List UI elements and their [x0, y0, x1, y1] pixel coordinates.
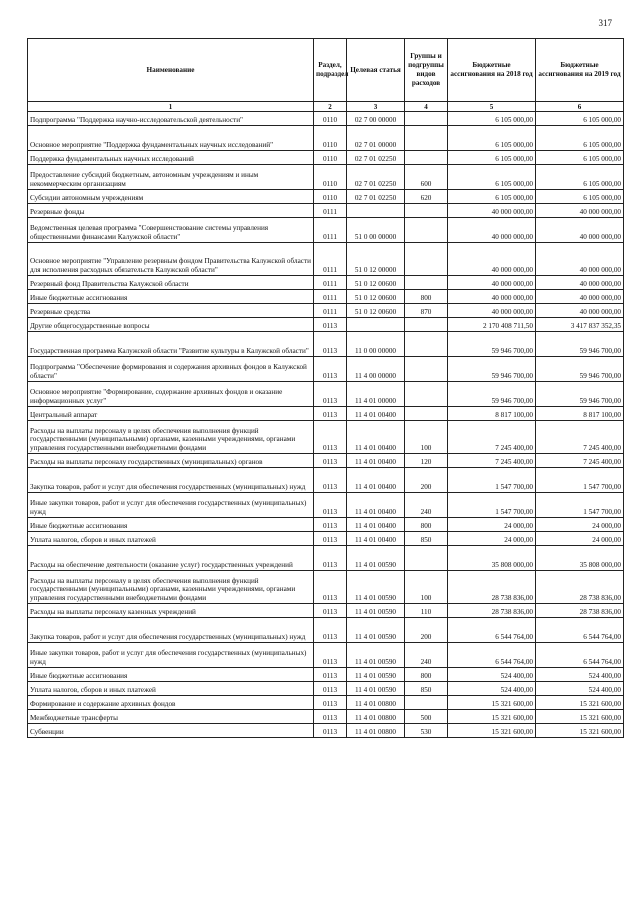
- row-section: 0113: [314, 421, 347, 454]
- row-amount-2019: 40 000 000,00: [536, 243, 624, 276]
- row-target: 11 4 01 00590: [347, 604, 405, 618]
- table-row: [28, 290, 624, 304]
- row-amount-2018: 40 000 000,00: [448, 304, 536, 318]
- row-section: 0113: [314, 546, 347, 571]
- row-name: Другие общегосударственные вопросы: [28, 318, 314, 332]
- column-number: 5: [448, 102, 536, 112]
- row-amount-2018: 6 105 000,00: [448, 165, 536, 190]
- row-name: Иные бюджетные ассигнования: [28, 668, 314, 682]
- row-amount-2018: 40 000 000,00: [448, 218, 536, 243]
- row-target: 51 0 12 00000: [347, 243, 405, 276]
- row-target: 11 4 00 00000: [347, 357, 405, 382]
- row-name: Подпрограмма "Обеспечение формирования и содержания архивных фондов в Калужской области": [28, 357, 314, 382]
- row-target: 11 4 01 00400: [347, 468, 405, 493]
- row-amount-2018: 40 000 000,00: [448, 243, 536, 276]
- table-row: [28, 243, 624, 276]
- column-number: 3: [347, 102, 405, 112]
- row-section: 0113: [314, 618, 347, 643]
- row-name: Расходы на выплаты персоналу государственных (муниципальных) органов: [28, 454, 314, 468]
- row-section: 0113: [314, 696, 347, 710]
- table-row: [28, 276, 624, 290]
- row-name: Межбюджетные трансферты: [28, 710, 314, 724]
- row-section: 0113: [314, 407, 347, 421]
- row-name: Формирование и содержание архивных фондов: [28, 696, 314, 710]
- row-target: 11 4 01 00590: [347, 668, 405, 682]
- row-target: [347, 204, 405, 218]
- row-section: 0113: [314, 682, 347, 696]
- row-amount-2018: 6 105 000,00: [448, 126, 536, 151]
- row-group: [405, 696, 448, 710]
- table-body: [28, 112, 624, 738]
- row-name: Резервные средства: [28, 304, 314, 318]
- row-target: 11 4 01 00590: [347, 618, 405, 643]
- row-name: Центральный аппарат: [28, 407, 314, 421]
- header-row: [28, 39, 624, 102]
- row-name: Расходы на обеспечение деятельности (оказание услуг) государственных учреждений: [28, 546, 314, 571]
- row-target: 51 0 00 00000: [347, 218, 405, 243]
- row-amount-2018: 24 000,00: [448, 518, 536, 532]
- row-name: Субсидии автономным учреждениям: [28, 190, 314, 204]
- row-amount-2019: 40 000 000,00: [536, 290, 624, 304]
- row-amount-2018: 40 000 000,00: [448, 204, 536, 218]
- row-amount-2019: 40 000 000,00: [536, 204, 624, 218]
- column-number: 2: [314, 102, 347, 112]
- row-amount-2019: 8 817 100,00: [536, 407, 624, 421]
- row-amount-2019: 40 000 000,00: [536, 276, 624, 290]
- row-group: [405, 546, 448, 571]
- row-amount-2018: 2 170 408 711,50: [448, 318, 536, 332]
- row-target: 11 4 01 00590: [347, 643, 405, 668]
- row-target: 02 7 01 00000: [347, 126, 405, 151]
- row-group: 240: [405, 643, 448, 668]
- table-row: [28, 618, 624, 643]
- table-row: [28, 518, 624, 532]
- row-group: 200: [405, 468, 448, 493]
- row-amount-2019: 24 000,00: [536, 518, 624, 532]
- row-amount-2018: 7 245 400,00: [448, 421, 536, 454]
- table-row: [28, 724, 624, 738]
- row-amount-2018: 6 544 764,00: [448, 618, 536, 643]
- row-amount-2018: 15 321 600,00: [448, 696, 536, 710]
- row-amount-2019: 1 547 700,00: [536, 468, 624, 493]
- column-number: 1: [28, 102, 314, 112]
- row-amount-2019: 15 321 600,00: [536, 710, 624, 724]
- table-row: [28, 468, 624, 493]
- row-name: Иные бюджетные ассигнования: [28, 290, 314, 304]
- row-amount-2019: 59 946 700,00: [536, 382, 624, 407]
- row-group: 850: [405, 682, 448, 696]
- column-number-row: [28, 102, 624, 112]
- row-amount-2018: 1 547 700,00: [448, 493, 536, 518]
- row-name: Иные закупки товаров, работ и услуг для обеспечения государственных (муниципальных) нужд: [28, 643, 314, 668]
- row-group: 200: [405, 618, 448, 643]
- row-amount-2019: 40 000 000,00: [536, 218, 624, 243]
- row-group: 500: [405, 710, 448, 724]
- row-group: [405, 218, 448, 243]
- row-target: 11 4 01 00400: [347, 493, 405, 518]
- table-row: [28, 493, 624, 518]
- row-section: 0111: [314, 304, 347, 318]
- row-section: 0110: [314, 151, 347, 165]
- header-2018: Бюджетные ассигнования на 2018 год: [448, 39, 536, 102]
- table-row: [28, 407, 624, 421]
- row-section: 0111: [314, 276, 347, 290]
- row-group: 800: [405, 290, 448, 304]
- table-row: [28, 571, 624, 604]
- row-amount-2019: 15 321 600,00: [536, 696, 624, 710]
- row-section: 0113: [314, 532, 347, 546]
- row-section: 0113: [314, 318, 347, 332]
- row-target: 02 7 01 02250: [347, 151, 405, 165]
- table-row: [28, 604, 624, 618]
- row-section: 0113: [314, 724, 347, 738]
- table-row: [28, 332, 624, 357]
- row-name: Основное мероприятие "Поддержка фундаментальных научных исследований": [28, 126, 314, 151]
- row-amount-2018: 59 946 700,00: [448, 382, 536, 407]
- row-target: 11 4 01 00400: [347, 454, 405, 468]
- row-group: 100: [405, 421, 448, 454]
- row-name: Иные закупки товаров, работ и услуг для обеспечения государственных (муниципальных) нужд: [28, 493, 314, 518]
- row-amount-2018: 59 946 700,00: [448, 357, 536, 382]
- table-row: [28, 682, 624, 696]
- row-section: 0113: [314, 357, 347, 382]
- table-row: [28, 165, 624, 190]
- row-group: 240: [405, 493, 448, 518]
- table-row: [28, 421, 624, 454]
- header-name: Наименование: [28, 39, 314, 102]
- table-row: [28, 382, 624, 407]
- row-target: 11 4 01 00800: [347, 696, 405, 710]
- row-group: 800: [405, 518, 448, 532]
- column-number: 6: [536, 102, 624, 112]
- table-row: [28, 643, 624, 668]
- row-name: Закупка товаров, работ и услуг для обеспечения государственных (муниципальных) нужд: [28, 468, 314, 493]
- row-name: Расходы на выплаты персоналу в целях обеспечения выполнения функций государственными (муниципальными) органами, казенными учреждениями, органами управления государственными внебюджетными фондами: [28, 421, 314, 454]
- row-section: 0111: [314, 243, 347, 276]
- row-amount-2019: 28 738 836,00: [536, 604, 624, 618]
- row-name: Уплата налогов, сборов и иных платежей: [28, 682, 314, 696]
- row-target: 02 7 01 02250: [347, 165, 405, 190]
- row-name: Резервные фонды: [28, 204, 314, 218]
- row-section: 0113: [314, 571, 347, 604]
- row-target: 51 0 12 00600: [347, 304, 405, 318]
- row-amount-2019: 6 105 000,00: [536, 112, 624, 126]
- row-section: 0113: [314, 668, 347, 682]
- row-amount-2018: 8 817 100,00: [448, 407, 536, 421]
- row-amount-2019: 35 808 000,00: [536, 546, 624, 571]
- row-target: 11 4 01 00400: [347, 532, 405, 546]
- row-amount-2018: 40 000 000,00: [448, 290, 536, 304]
- row-section: 0111: [314, 218, 347, 243]
- table-row: [28, 546, 624, 571]
- row-target: 11 4 01 00800: [347, 724, 405, 738]
- row-amount-2018: 7 245 400,00: [448, 454, 536, 468]
- row-amount-2019: 524 400,00: [536, 668, 624, 682]
- table-row: [28, 126, 624, 151]
- row-amount-2019: 15 321 600,00: [536, 724, 624, 738]
- row-amount-2018: 15 321 600,00: [448, 710, 536, 724]
- row-section: 0110: [314, 165, 347, 190]
- row-target: [347, 318, 405, 332]
- row-amount-2018: 524 400,00: [448, 682, 536, 696]
- table-row: [28, 696, 624, 710]
- row-amount-2019: 24 000,00: [536, 532, 624, 546]
- row-section: 0110: [314, 190, 347, 204]
- row-amount-2018: 59 946 700,00: [448, 332, 536, 357]
- row-section: 0113: [314, 382, 347, 407]
- row-group: 100: [405, 571, 448, 604]
- row-group: [405, 382, 448, 407]
- row-amount-2019: 524 400,00: [536, 682, 624, 696]
- row-section: 0113: [314, 493, 347, 518]
- row-target: 11 4 01 00590: [347, 682, 405, 696]
- row-amount-2019: 28 738 836,00: [536, 571, 624, 604]
- row-group: [405, 112, 448, 126]
- row-target: 51 0 12 00600: [347, 290, 405, 304]
- row-name: Подпрограмма "Поддержка научно-исследовательской деятельности": [28, 112, 314, 126]
- row-target: 51 0 12 00600: [347, 276, 405, 290]
- row-amount-2019: 6 105 000,00: [536, 190, 624, 204]
- header-group: Группы и подгруппы видов расходов: [405, 39, 448, 102]
- row-name: Расходы на выплаты персоналу в целях обеспечения выполнения функций государственными (муниципальными) органами, казенными учреждениями, органами управления государственными внебюджетными фондами: [28, 571, 314, 604]
- row-amount-2019: 59 946 700,00: [536, 357, 624, 382]
- row-amount-2019: 3 417 837 352,35: [536, 318, 624, 332]
- table-row: [28, 204, 624, 218]
- row-group: [405, 332, 448, 357]
- row-amount-2019: 6 105 000,00: [536, 151, 624, 165]
- row-section: 0113: [314, 604, 347, 618]
- row-name: Субвенции: [28, 724, 314, 738]
- header-2019: Бюджетные ассигнования на 2019 год: [536, 39, 624, 102]
- row-group: [405, 243, 448, 276]
- row-group: 870: [405, 304, 448, 318]
- row-section: 0113: [314, 332, 347, 357]
- row-target: 11 4 01 00400: [347, 407, 405, 421]
- table-row: [28, 151, 624, 165]
- table-row: [28, 357, 624, 382]
- row-amount-2018: 6 105 000,00: [448, 190, 536, 204]
- table-row: [28, 710, 624, 724]
- row-name: Резервный фонд Правительства Калужской области: [28, 276, 314, 290]
- header-target: Целевая статья: [347, 39, 405, 102]
- row-target: 11 4 01 00000: [347, 382, 405, 407]
- row-section: 0110: [314, 126, 347, 151]
- row-section: 0113: [314, 710, 347, 724]
- row-amount-2018: 6 105 000,00: [448, 112, 536, 126]
- row-section: 0111: [314, 204, 347, 218]
- row-group: 110: [405, 604, 448, 618]
- budget-table: [27, 38, 624, 738]
- page-number: 317: [598, 18, 612, 28]
- row-name: Поддержка фундаментальных научных исследований: [28, 151, 314, 165]
- row-section: 0113: [314, 518, 347, 532]
- row-group: [405, 126, 448, 151]
- row-section: 0113: [314, 454, 347, 468]
- row-group: [405, 357, 448, 382]
- row-group: 850: [405, 532, 448, 546]
- row-amount-2018: 524 400,00: [448, 668, 536, 682]
- row-name: Иные бюджетные ассигнования: [28, 518, 314, 532]
- row-section: 0113: [314, 468, 347, 493]
- row-amount-2018: 35 808 000,00: [448, 546, 536, 571]
- row-amount-2018: 28 738 836,00: [448, 571, 536, 604]
- row-name: Закупка товаров, работ и услуг для обеспечения государственных (муниципальных) нужд: [28, 618, 314, 643]
- row-amount-2019: 40 000 000,00: [536, 304, 624, 318]
- row-amount-2019: 6 105 000,00: [536, 165, 624, 190]
- row-name: Основное мероприятие "Управление резервным фондом Правительства Калужской области для исполнения расходных обязательств Калужской области": [28, 243, 314, 276]
- row-target: 11 4 01 00400: [347, 421, 405, 454]
- row-amount-2018: 1 547 700,00: [448, 468, 536, 493]
- row-amount-2019: 7 245 400,00: [536, 454, 624, 468]
- row-target: 11 4 01 00400: [347, 518, 405, 532]
- row-amount-2019: 6 544 764,00: [536, 643, 624, 668]
- table-row: [28, 218, 624, 243]
- row-target: 02 7 00 00000: [347, 112, 405, 126]
- header-section: Раздел, подраздел: [314, 39, 347, 102]
- row-group: [405, 407, 448, 421]
- row-group: [405, 204, 448, 218]
- table-row: [28, 318, 624, 332]
- row-amount-2019: 6 105 000,00: [536, 126, 624, 151]
- row-name: Основное мероприятие "Формирование, содержание архивных фондов и оказание информационных услуг": [28, 382, 314, 407]
- row-amount-2018: 6 105 000,00: [448, 151, 536, 165]
- row-name: Расходы на выплаты персоналу казенных учреждений: [28, 604, 314, 618]
- row-section: 0113: [314, 643, 347, 668]
- row-group: [405, 276, 448, 290]
- row-group: 800: [405, 668, 448, 682]
- row-amount-2018: 15 321 600,00: [448, 724, 536, 738]
- row-target: 11 4 01 00590: [347, 546, 405, 571]
- row-target: 11 4 01 00590: [347, 571, 405, 604]
- row-group: 620: [405, 190, 448, 204]
- row-name: Ведомственная целевая программа "Совершенствование системы управления общественными финансами Калужской области": [28, 218, 314, 243]
- table-row: [28, 304, 624, 318]
- row-amount-2018: 28 738 836,00: [448, 604, 536, 618]
- row-section: 0110: [314, 112, 347, 126]
- row-section: 0111: [314, 290, 347, 304]
- row-target: 02 7 01 02250: [347, 190, 405, 204]
- row-group: 120: [405, 454, 448, 468]
- row-amount-2018: 6 544 764,00: [448, 643, 536, 668]
- table-row: [28, 190, 624, 204]
- row-group: [405, 151, 448, 165]
- row-group: 530: [405, 724, 448, 738]
- table-row: [28, 112, 624, 126]
- row-name: Уплата налогов, сборов и иных платежей: [28, 532, 314, 546]
- row-amount-2019: 6 544 764,00: [536, 618, 624, 643]
- table-row: [28, 532, 624, 546]
- column-number: 4: [405, 102, 448, 112]
- row-name: Предоставление субсидий бюджетным, автономным учреждениям и иным некоммерческим организациям: [28, 165, 314, 190]
- row-name: Государственная программа Калужской области "Развитие культуры в Калужской области": [28, 332, 314, 357]
- row-amount-2019: 7 245 400,00: [536, 421, 624, 454]
- table-row: [28, 454, 624, 468]
- row-group: 600: [405, 165, 448, 190]
- row-group: [405, 318, 448, 332]
- table-row: [28, 668, 624, 682]
- row-amount-2019: 1 547 700,00: [536, 493, 624, 518]
- row-amount-2019: 59 946 700,00: [536, 332, 624, 357]
- row-target: 11 4 01 00800: [347, 710, 405, 724]
- row-amount-2018: 40 000 000,00: [448, 276, 536, 290]
- row-target: 11 0 00 00000: [347, 332, 405, 357]
- row-amount-2018: 24 000,00: [448, 532, 536, 546]
